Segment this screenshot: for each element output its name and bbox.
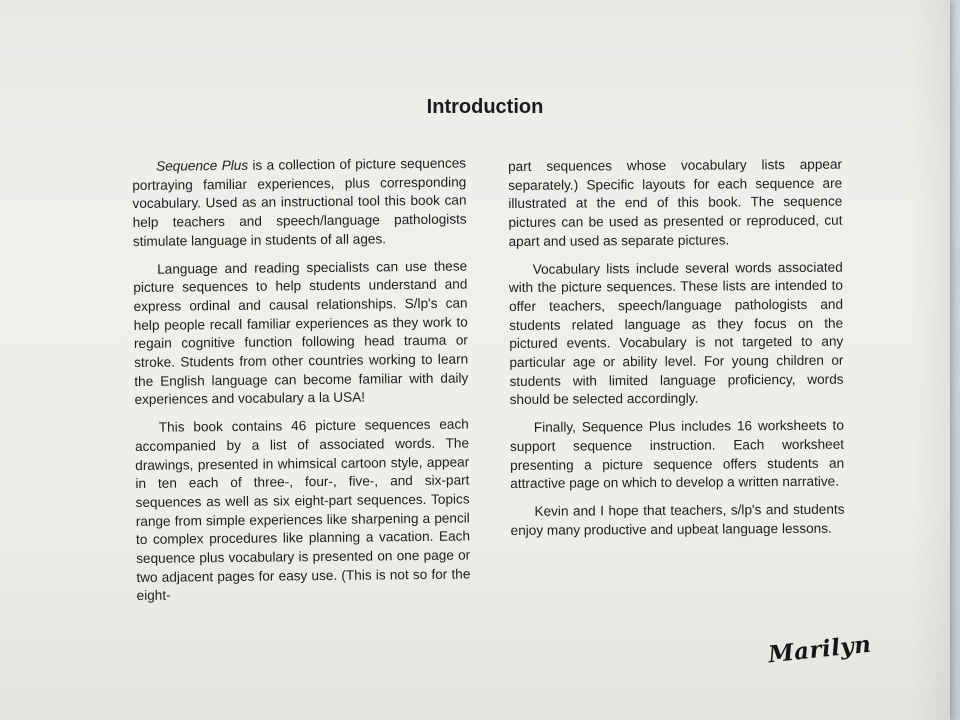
paragraph: This book contains 46 picture sequences each accompanied by a list of associated words. The drawings, presented in whimsical cartoon style, appear in ten each of three-, four-, five-, and six-part sequences as well as six eight-part sequences. Topics range from simple experiences like sharpening a pencil to complex procedures like planning a vacation. Each sequence plus vocabulary is presented on one page or two adjacent pages for easy use. (This is not so for the eight-: [134, 416, 471, 604]
page-title: Introduction: [426, 96, 544, 118]
paragraph: Language and reading specialists can use these picture sequences to help students understand and express ordinal and causal relationships. S/lp's can help people recall familiar experiences as they work to regain cognitive function following head trauma or stroke. Students from other countries working to learn the English language can become familiar with daily experiences and vocabulary a la USA!: [133, 258, 469, 408]
paragraph: Vocabulary lists include several words associated with the picture sequences. These lists are intended to offer teachers, speech/language pathologists and students related language as they focus on the pictured events. Vocabulary is not targeted to any particular age or ability level. For young children or students with limited language proficiency, words should be selected accordingly.: [508, 259, 844, 408]
left-column: [132, 155, 471, 616]
paragraph: [132, 155, 467, 252]
paragraph: Kevin and I hope that teachers, s/lp's and students enjoy many productive and upbeat language lessons.: [510, 501, 845, 538]
paragraph-text: is a collection of picture sequences portraying familiar experiences, plus corresponding vocabulary. Used as an instructional tool this book can help teachers and speech/language pathologists stimulate language in students of all ages.: [132, 155, 467, 249]
right-column: [508, 156, 845, 550]
paragraph: Finally, Sequence Plus includes 16 worksheets to support sequence instruction. Each worksheet presenting a picture sequence offers students an attractive page on which to develop a written narrative.: [509, 417, 845, 492]
book-title-italic: Sequence Plus: [156, 157, 249, 174]
paragraph-continued: part sequences whose vocabulary lists appear separately.) Specific layouts for each sequence are illustrated at the end of this book. The sequence pictures can be used as presented or reproduced, cut apart and used as separate pictures.: [508, 156, 843, 249]
signature: Marilyn: [766, 630, 873, 669]
